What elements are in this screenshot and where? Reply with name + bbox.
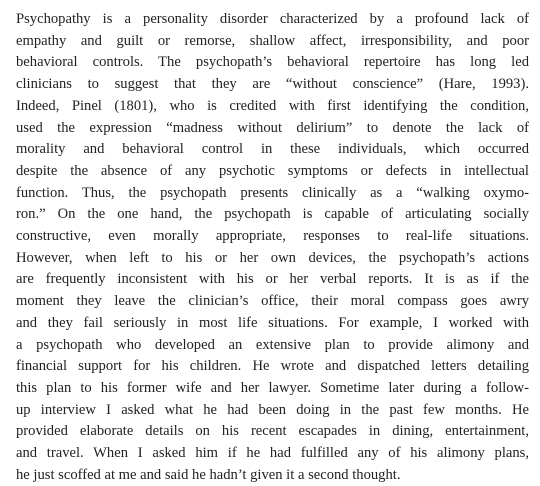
paragraph-line-15: and they fail seriously in most life situations. For example, I worked with xyxy=(16,314,529,331)
paragraph-line-4: clinicians to suggest that they are “without conscience” (Hare, 1993). xyxy=(16,76,529,93)
paragraph-line-12: However, when left to his or her own devices, the psychopath’s actions xyxy=(16,249,529,266)
paragraph-line-9: function. Thus, the psychopath presents clinically as a “walking oxymo- xyxy=(16,184,529,201)
paragraph-line-17: financial support for his children. He wrote and dispatched letters detailing xyxy=(16,358,529,375)
paragraph-line-16: a psychopath who developed an extensive plan to provide alimony and xyxy=(16,336,529,353)
paragraph-line-2: empathy and guilt or remorse, shallow affect, irresponsibility, and poor xyxy=(16,32,529,49)
paragraph-line-10: ron.” On the one hand, the psychopath is capable of articulating socially xyxy=(16,206,529,223)
paragraph-line-3: behavioral controls. The psychopath’s behavioral repertoire has long led xyxy=(16,54,529,71)
paragraph-line-13: are frequently inconsistent with his or her verbal reports. It is as if the xyxy=(16,271,529,288)
paragraph-line-8: despite the absence of any psychotic symptoms or defects in intellectual xyxy=(16,162,529,179)
paragraph-line-20: provided elaborate details on his recent escapades in dining, entertainment, xyxy=(16,423,529,440)
paragraph-line-14: moment they leave the clinician’s office, their moral compass goes awry xyxy=(16,293,529,310)
paragraph-line-6: used the expression “madness without delirium” to denote the lack of xyxy=(16,119,529,136)
paragraph-line-7: morality and behavioral control in these individuals, which occurred xyxy=(16,141,529,158)
paragraph-line-11: constructive, even morally appropriate, responses to real-life situations. xyxy=(16,228,529,245)
paragraph-line-5: Indeed, Pinel (1801), who is credited with first identifying the condition, xyxy=(16,97,529,114)
paragraph-line-18: this plan to his former wife and her lawyer. Sometime later during a follow- xyxy=(16,379,529,396)
paragraph-line-21: and travel. When I asked him if he had fulfilled any of his alimony plans, xyxy=(16,445,529,462)
paragraph-line-1: Psychopathy is a personality disorder characterized by a profound lack of xyxy=(16,11,529,27)
paragraph-line-19: up interview I asked what he had been doing in the past few months. He xyxy=(16,401,529,418)
body-paragraph xyxy=(16,9,529,486)
paragraph-line-22: he just scoffed at me and said he hadn’t given it a second thought. xyxy=(16,466,401,483)
